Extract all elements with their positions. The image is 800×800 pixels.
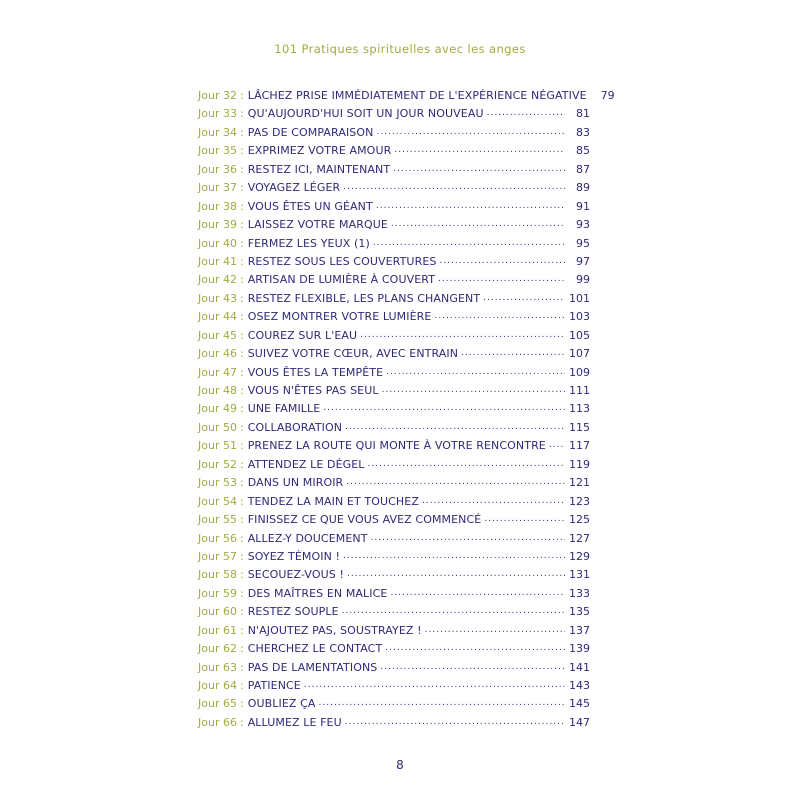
toc-entry-separator: : <box>239 384 244 397</box>
toc-entry-day: Jour 60 <box>198 605 237 619</box>
toc-entry-separator: : <box>239 715 244 729</box>
toc-entry-title: RESTEZ SOUPLE <box>247 605 339 619</box>
toc-entry-page-number: 133 <box>569 586 590 600</box>
toc-entry-dot-leader <box>434 306 565 325</box>
toc-entry-page-number: 113 <box>569 402 590 416</box>
toc-entry-page-number: 143 <box>569 679 590 692</box>
toc-entry-dot-leader <box>380 657 565 676</box>
toc-entry-page-number: 107 <box>569 347 590 361</box>
toc-entry-title: PAS DE COMPARAISON <box>247 125 374 139</box>
toc-entry-page-number: 119 <box>569 457 590 471</box>
toc-entry-day: Jour 50 <box>198 420 237 434</box>
toc-entry-title: SECOUEZ-VOUS ! <box>247 568 344 582</box>
toc-entry-title: LAISSEZ VOTRE MARQUE <box>247 218 388 232</box>
toc-entry-page-number: 147 <box>569 715 590 729</box>
toc-entry <box>198 419 594 437</box>
toc-entry-separator: : <box>239 420 244 434</box>
toc-entry-separator: : <box>239 347 244 361</box>
toc-entry-page-number: 139 <box>569 642 590 656</box>
toc-entry-separator: : <box>239 402 244 416</box>
toc-entry-day: Jour 44 <box>198 310 237 324</box>
toc-entry-page-number: 83 <box>576 125 590 139</box>
toc-entry-dot-leader <box>385 638 565 657</box>
toc-entry-day: Jour 36 <box>198 162 237 176</box>
toc-entry-day: Jour 43 <box>198 291 237 305</box>
toc-entry-day: Jour 32 <box>198 89 237 102</box>
toc-entry-title: OUBLIEZ ÇA <box>247 697 316 711</box>
toc-entry-title: DANS UN MIROIR <box>247 476 344 490</box>
toc-entry-day: Jour 47 <box>198 365 237 379</box>
table-of-contents <box>198 87 615 732</box>
toc-entry-separator: : <box>239 162 244 176</box>
toc-entry-page-number: 81 <box>576 107 590 121</box>
toc-entry-day: Jour 48 <box>198 384 237 397</box>
toc-entry-day: Jour 56 <box>198 531 237 545</box>
toc-entry-title: CHERCHEZ LE CONTACT <box>247 642 383 656</box>
toc-entry-title: DES MAÎTRES EN MALICE <box>247 586 388 600</box>
toc-entry-title: FERMEZ LES YEUX (1) <box>247 236 370 250</box>
toc-entry-separator: : <box>239 236 244 250</box>
toc-entry-day: Jour 39 <box>198 218 237 232</box>
running-header: 101 Pratiques spirituelles avec les anges <box>274 42 526 56</box>
toc-entry-day: Jour 63 <box>198 660 237 674</box>
page-number: 8 <box>396 758 404 772</box>
toc-entry-title: LÂCHEZ PRISE IMMÉDIATEMENT DE L'EXPÉRIENCE NÉGATIVE <box>247 89 587 102</box>
toc-entry-separator: : <box>239 181 244 195</box>
toc-entry-day: Jour 53 <box>198 476 237 490</box>
toc-entry-title: QU'AUJOURD'HUI SOIT UN JOUR NOUVEAU <box>247 107 484 121</box>
toc-entry-dot-leader <box>484 509 565 528</box>
toc-entry-page-number: 89 <box>576 181 590 195</box>
toc-entry-page-number: 123 <box>569 494 590 508</box>
toc-entry-separator: : <box>239 494 244 508</box>
toc-entry-title: ARTISAN DE LUMIÈRE À COUVERT <box>247 273 436 287</box>
toc-entry-page-number: 129 <box>569 549 590 563</box>
toc-entry-dot-leader <box>323 398 565 417</box>
toc-entry-dot-leader <box>439 251 565 270</box>
toc-entry-title: N'AJOUTEZ PAS, SOUSTRAYEZ ! <box>247 623 422 637</box>
toc-entry-day: Jour 35 <box>198 144 237 158</box>
toc-entry-page-number: 103 <box>569 310 590 324</box>
toc-entry-page-number: 117 <box>569 439 590 453</box>
toc-entry-separator: : <box>239 513 244 527</box>
toc-entry-separator: : <box>239 679 244 692</box>
toc-entry-separator: : <box>239 144 244 158</box>
toc-entry-title: ALLEZ-Y DOUCEMENT <box>247 531 368 545</box>
toc-entry-separator: : <box>239 125 244 139</box>
toc-entry-page-number: 121 <box>569 476 590 490</box>
toc-entry-day: Jour 57 <box>198 549 237 563</box>
toc-entry-dot-leader <box>376 122 565 141</box>
toc-entry-day: Jour 49 <box>198 402 237 416</box>
toc-entry-day: Jour 54 <box>198 494 237 508</box>
toc-entry-separator: : <box>239 254 244 268</box>
toc-entry-separator: : <box>239 476 244 490</box>
toc-entry-dot-leader <box>345 417 565 436</box>
toc-entry-page-number: 145 <box>569 697 590 711</box>
toc-entry-dot-leader <box>342 601 565 620</box>
toc-entry-title: SUIVEZ VOTRE CŒUR, AVEC ENTRAIN <box>247 347 459 361</box>
toc-entry-separator: : <box>239 586 244 600</box>
toc-entry-separator: : <box>239 531 244 545</box>
toc-entry-separator: : <box>239 623 244 637</box>
toc-entry-day: Jour 55 <box>198 513 237 527</box>
toc-entry-title: VOUS ÊTES LA TEMPÊTE <box>247 365 384 379</box>
toc-entry-dot-leader <box>386 362 565 381</box>
toc-entry-separator: : <box>239 89 244 102</box>
toc-entry-day: Jour 41 <box>198 254 237 268</box>
toc-entry-title: PAS DE LAMENTATIONS <box>247 660 378 674</box>
toc-entry-title: TENDEZ LA MAIN ET TOUCHEZ <box>247 494 419 508</box>
toc-entry-separator: : <box>239 660 244 674</box>
toc-entry-dot-leader <box>438 269 565 288</box>
toc-entry-day: Jour 37 <box>198 181 237 195</box>
toc-entry-dot-leader <box>549 435 565 454</box>
toc-entry-title: COLLABORATION <box>247 420 343 434</box>
toc-entry-dot-leader <box>425 620 565 639</box>
toc-entry-separator: : <box>239 568 244 582</box>
toc-entry-page-number: 111 <box>569 384 590 397</box>
toc-entry-title: RESTEZ FLEXIBLE, LES PLANS CHANGENT <box>247 291 481 305</box>
toc-entry-separator: : <box>239 273 244 287</box>
toc-entry-dot-leader <box>371 528 565 547</box>
toc-entry-title: RESTEZ ICI, MAINTENANT <box>247 162 391 176</box>
toc-entry-page-number: 125 <box>569 513 590 527</box>
toc-entry-title: PATIENCE <box>247 679 301 692</box>
toc-entry-page-number: 99 <box>576 273 590 287</box>
toc-entry-day: Jour 51 <box>198 439 237 453</box>
toc-entry-day: Jour 64 <box>198 679 237 692</box>
toc-entry-separator: : <box>239 365 244 379</box>
toc-entry-separator: : <box>239 328 244 342</box>
toc-entry-day: Jour 38 <box>198 199 237 213</box>
toc-entry-title: VOUS N'ÊTES PAS SEUL <box>247 384 379 397</box>
toc-entry-page-number: 141 <box>569 660 590 674</box>
toc-entry-separator: : <box>239 642 244 656</box>
toc-entry-title: RESTEZ SOUS LES COUVERTURES <box>247 254 437 268</box>
toc-entry-dot-leader <box>461 343 565 362</box>
toc-entry-dot-leader <box>393 159 565 178</box>
toc-entry-day: Jour 59 <box>198 586 237 600</box>
toc-entry-dot-leader <box>343 177 565 196</box>
toc-entry-page-number: 97 <box>576 254 590 268</box>
toc-entry-day: Jour 45 <box>198 328 237 342</box>
toc-entry-dot-leader <box>391 214 565 233</box>
toc-entry-day: Jour 52 <box>198 457 237 471</box>
toc-entry-separator: : <box>239 439 244 453</box>
toc-entry-separator: : <box>239 310 244 324</box>
toc-entry-dot-leader <box>347 564 565 583</box>
toc-entry-day: Jour 46 <box>198 347 237 361</box>
toc-entry-page-number: 93 <box>576 218 590 232</box>
toc-entry-title: SOYEZ TÉMOIN ! <box>247 549 341 563</box>
toc-entry-title: FINISSEZ CE QUE VOUS AVEZ COMMENCÉ <box>247 513 482 527</box>
toc-entry-title: VOUS ÊTES UN GÉANT <box>247 199 373 213</box>
toc-entry-dot-leader <box>343 546 565 565</box>
toc-entry-page-number: 101 <box>569 291 590 305</box>
toc-entry-title: VOYAGEZ LÉGER <box>247 181 341 195</box>
toc-entry-dot-leader <box>304 675 565 694</box>
toc-entry-page-number: 131 <box>569 568 590 582</box>
toc-entry-dot-leader <box>422 491 565 510</box>
toc-entry-day: Jour 34 <box>198 125 237 139</box>
toc-entry-day: Jour 42 <box>198 273 237 287</box>
toc-entry-title: UNE FAMILLE <box>247 402 321 416</box>
toc-entry-dot-leader <box>319 693 565 712</box>
toc-entry-title: EXPRIMEZ VOTRE AMOUR <box>247 144 392 158</box>
toc-entry-dot-leader <box>360 325 565 344</box>
toc-entry-day: Jour 58 <box>198 568 237 582</box>
toc-entry-title: OSEZ MONTRER VOTRE LUMIÈRE <box>247 310 432 324</box>
toc-entry-page-number: 91 <box>576 199 590 213</box>
toc-entry-page-number: 115 <box>569 420 590 434</box>
toc-entry-day: Jour 65 <box>198 697 237 711</box>
toc-entry-separator: : <box>239 107 244 121</box>
toc-entry-page-number: 137 <box>569 623 590 637</box>
toc-entry-dot-leader <box>376 196 565 215</box>
toc-entry <box>198 714 594 732</box>
toc-entry-dot-leader <box>368 454 565 473</box>
toc-entry-dot-leader <box>487 103 565 122</box>
toc-entry-separator: : <box>239 549 244 563</box>
toc-entry-day: Jour 61 <box>198 623 237 637</box>
toc-entry-separator: : <box>239 199 244 213</box>
toc-entry-dot-leader <box>390 583 565 602</box>
toc-entry-dot-leader <box>373 233 565 252</box>
toc-entry-separator: : <box>239 605 244 619</box>
toc-entry-dot-leader <box>483 288 565 307</box>
toc-entry-page-number: 85 <box>576 144 590 158</box>
toc-entry-separator: : <box>239 218 244 232</box>
toc-entry-page-number: 79 <box>600 89 615 102</box>
toc-entry-page-number: 105 <box>569 328 590 342</box>
toc-entry-day: Jour 40 <box>198 236 237 250</box>
toc-entry-title: ATTENDEZ LE DÉGEL <box>247 457 365 471</box>
toc-entry-day: Jour 33 <box>198 107 237 121</box>
toc-entry-day: Jour 66 <box>198 715 237 729</box>
toc-entry-title: ALLUMEZ LE FEU <box>247 715 342 729</box>
toc-entry-page-number: 95 <box>576 236 590 250</box>
toc-entry-title: COUREZ SUR L'EAU <box>247 328 358 342</box>
toc-entry-dot-leader <box>394 140 565 159</box>
toc-entry-page-number: 87 <box>576 162 590 176</box>
toc-entry-separator: : <box>239 291 244 305</box>
toc-entry-separator: : <box>239 457 244 471</box>
toc-entry-page-number: 135 <box>569 605 590 619</box>
toc-entry-dot-leader <box>382 380 565 399</box>
toc-entry-separator: : <box>239 697 244 711</box>
toc-entry-title: PRENEZ LA ROUTE QUI MONTE À VOTRE RENCONTRE <box>247 439 546 453</box>
toc-entry-page-number: 127 <box>569 531 590 545</box>
toc-entry-dot-leader <box>345 712 565 731</box>
toc-entry-day: Jour 62 <box>198 642 237 656</box>
toc-entry-page-number: 109 <box>569 365 590 379</box>
toc-entry-dot-leader <box>346 472 565 491</box>
